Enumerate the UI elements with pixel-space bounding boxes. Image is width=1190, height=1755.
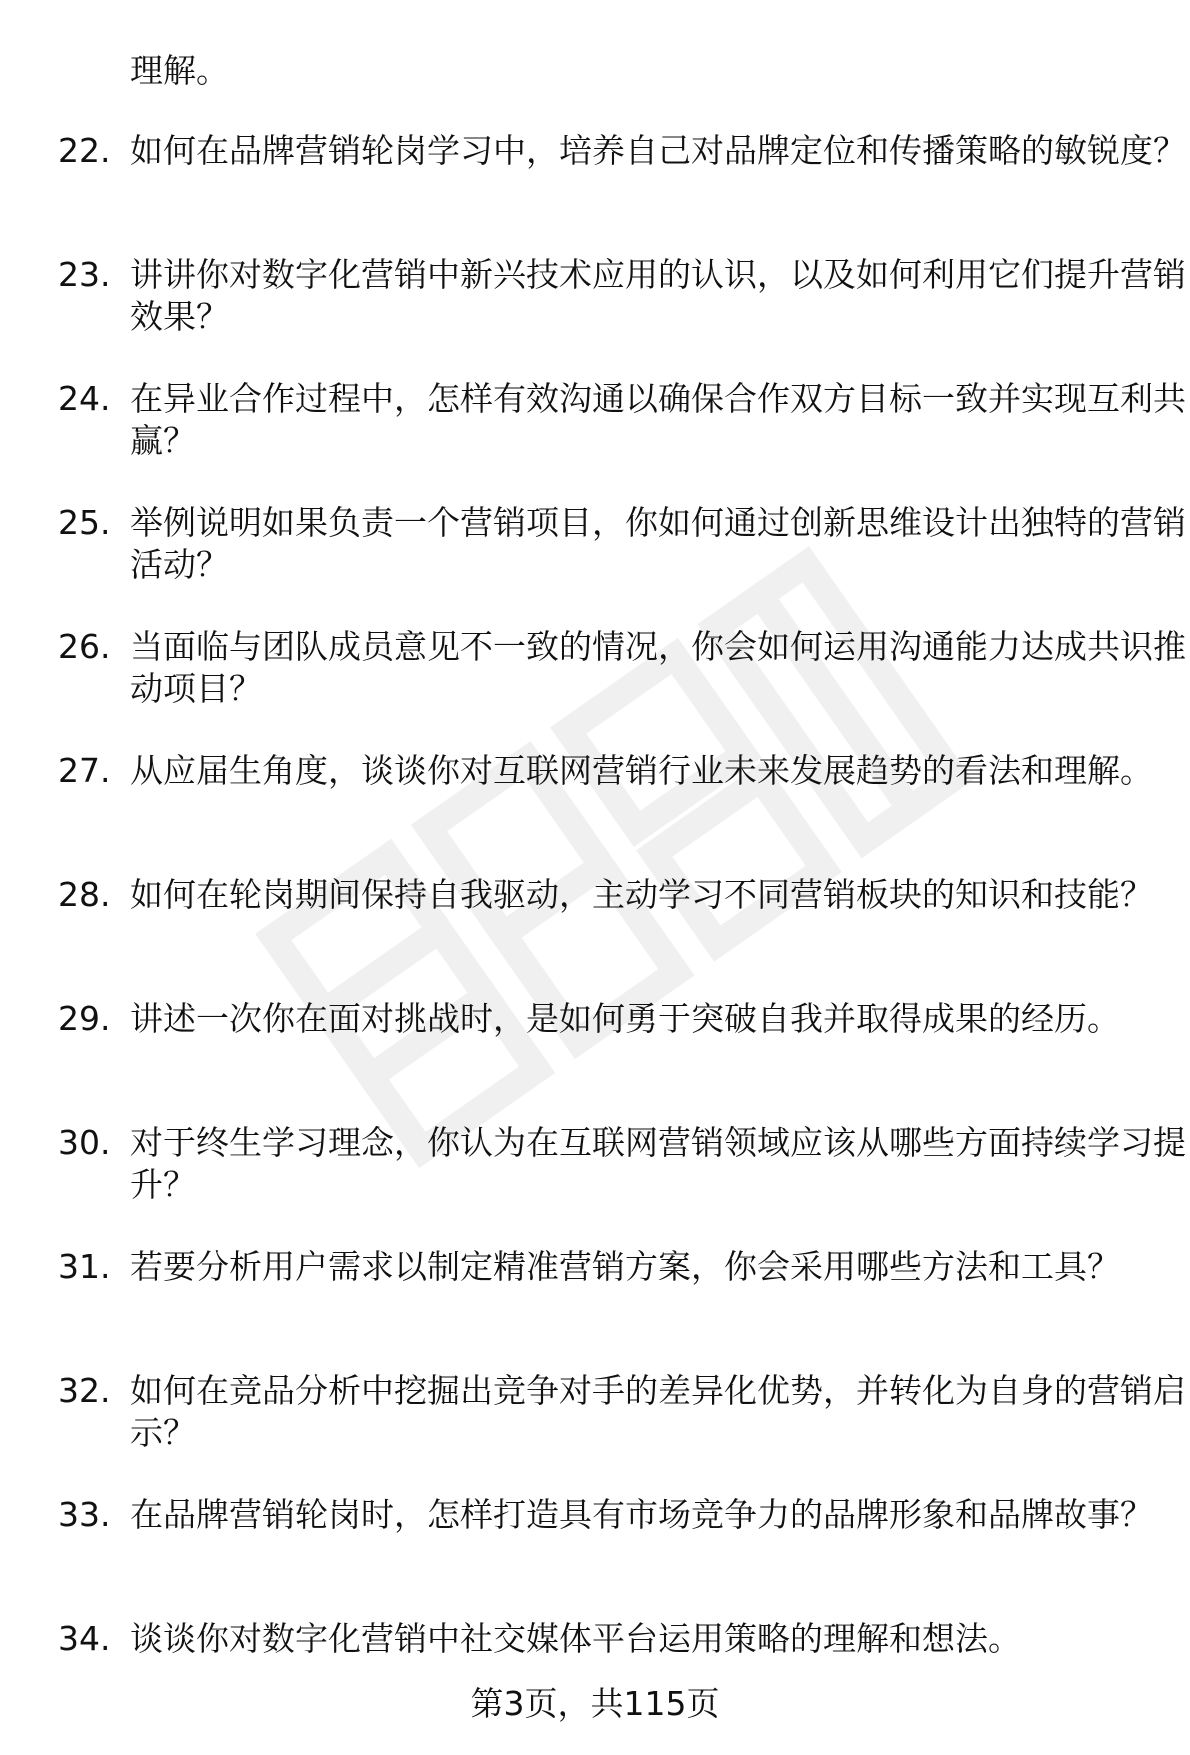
page-number-footer: 第3页，共115页: [470, 1684, 720, 1723]
question-number: 24.: [58, 379, 111, 418]
question-text: 若要分析用户需求以制定精准营销方案，你会采用哪些方法和工具？: [130, 1247, 1120, 1286]
question-text: 讲述一次你在面对挑战时，是如何勇于突破自我并取得成果的经历。: [130, 999, 1120, 1038]
question-number: 26.: [58, 627, 111, 666]
question-item: [58, 1122, 1186, 1246]
question-item: [58, 254, 1186, 378]
question-text: 讲讲你对数字化营销中新兴技术应用的认识，以及如何利用它们提升营销效果？: [130, 255, 1186, 336]
question-item: [58, 998, 1148, 1122]
question-item: [58, 378, 1186, 502]
question-text: 如何在竞品分析中挖掘出竞争对手的差异化优势，并转化为自身的营销启示？: [130, 1371, 1186, 1452]
question-item: [58, 502, 1186, 626]
question-number: 31.: [58, 1247, 111, 1286]
question-item: [58, 750, 1153, 874]
question-item: [58, 1494, 1153, 1618]
question-text: 如何在品牌营销轮岗学习中，培养自己对品牌定位和传播策略的敏锐度？: [130, 131, 1186, 170]
question-list: [58, 130, 1186, 1742]
question-number: 22.: [58, 131, 111, 170]
question-number: 34.: [58, 1619, 111, 1658]
question-item: [58, 626, 1186, 750]
question-text: 在品牌营销轮岗时，怎样打造具有市场竞争力的品牌形象和品牌故事？: [130, 1495, 1153, 1534]
question-text: 如何在轮岗期间保持自我驱动，主动学习不同营销板块的知识和技能？: [130, 875, 1153, 914]
question-text: 对于终生学习理念，你认为在互联网营销领域应该从哪些方面持续学习提升？: [130, 1123, 1186, 1204]
question-number: 32.: [58, 1371, 111, 1410]
question-text: 当面临与团队成员意见不一致的情况，你会如何运用沟通能力达成共识推动项目？: [130, 627, 1186, 708]
question-number: 25.: [58, 503, 111, 542]
continued-question-text: 理解。: [130, 51, 229, 90]
question-number: 28.: [58, 875, 111, 914]
question-text: 举例说明如果负责一个营销项目，你如何通过创新思维设计出独特的营销活动？: [130, 503, 1186, 584]
question-item: [58, 874, 1153, 998]
question-number: 27.: [58, 751, 111, 790]
question-number: 30.: [58, 1123, 111, 1162]
question-number: 29.: [58, 999, 111, 1038]
question-item: [58, 1370, 1186, 1494]
question-item: [58, 130, 1186, 254]
question-item: [58, 1246, 1148, 1370]
question-text: 谈谈你对数字化营销中社交媒体平台运用策略的理解和想法。: [130, 1619, 1021, 1658]
question-number: 33.: [58, 1495, 111, 1534]
question-number: 23.: [58, 255, 111, 294]
question-text: 从应届生角度，谈谈你对互联网营销行业未来发展趋势的看法和理解。: [130, 751, 1153, 790]
question-text: 在异业合作过程中，怎样有效沟通以确保合作双方目标一致并实现互利共赢？: [130, 379, 1186, 460]
